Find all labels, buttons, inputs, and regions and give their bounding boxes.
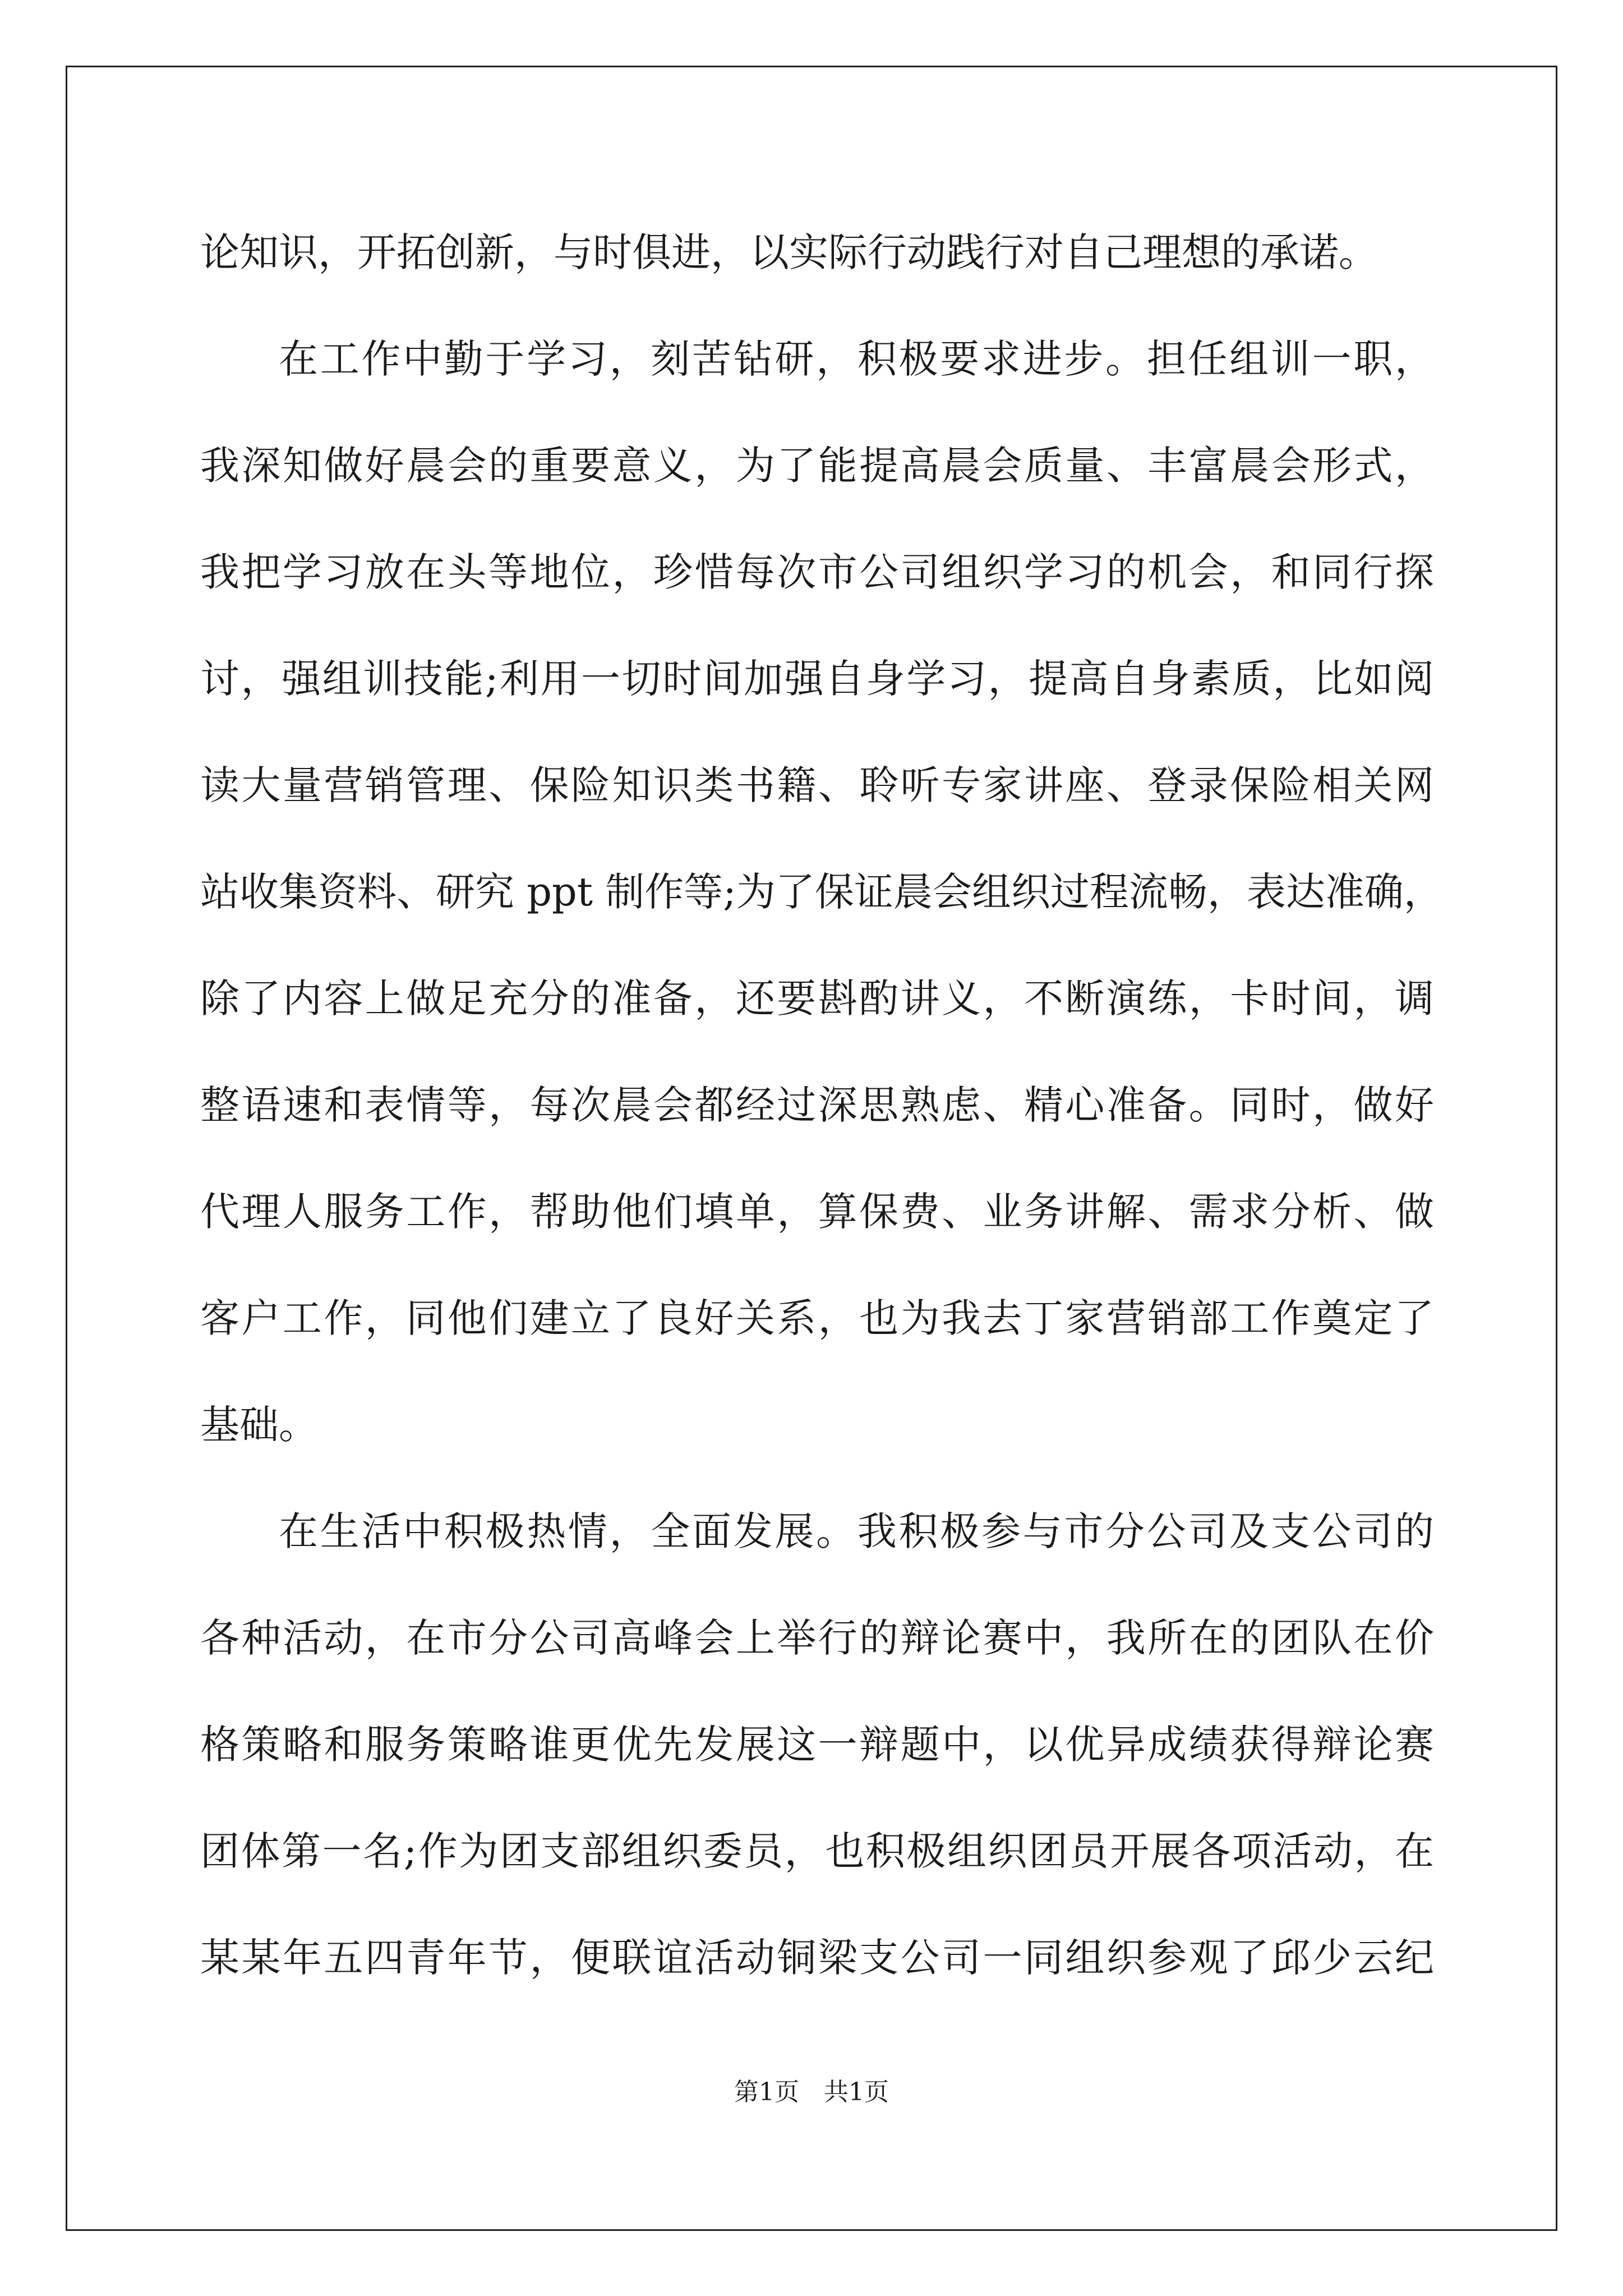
text-line: 代理人服务工作，帮助他们填单，算保费、业务讲解、需求分析、做: [200, 1189, 1434, 1235]
text-line: 论知识，开拓创新，与时俱进，以实际行动践行对自己理想的承诺。: [200, 229, 1378, 275]
text-line: 整语速和表情等，每次晨会都经过深思熟虑、精心准备。同时，做好: [200, 1082, 1434, 1128]
text-line: 基础。: [200, 1402, 318, 1448]
body-text: [200, 210, 1443, 2022]
text-line: 站收集资料、研究 ppt 制作等;为了保证晨会组织过程流畅，表达准确，: [200, 869, 1443, 915]
text-line: 某某年五四青年节，便联谊活动铜梁支公司一同组织参观了邱少云纪: [200, 1935, 1434, 1981]
text-line: 格策略和服务策略谁更优先发展这一辩题中，以优异成绩获得辩论赛: [200, 1722, 1434, 1768]
text-line: 各种活动，在市分公司高峰会上举行的辩论赛中，我所在的团队在价: [200, 1615, 1434, 1661]
page-number: 第1页 共1页: [734, 2078, 889, 2106]
text-line: 读大量营销管理、保险知识类书籍、聆听专家讲座、登录保险相关网: [200, 762, 1434, 808]
text-line: 我把学习放在头等地位，珍惜每次市公司组织学习的机会，和同行探: [200, 549, 1434, 595]
text-line: 客户工作，同他们建立了良好关系，也为我去丁家营销部工作奠定了: [200, 1295, 1434, 1341]
paragraph-first-line: 在生活中积极热情，全面发展。我积极参与市分公司及支公司的: [279, 1508, 1434, 1554]
text-line: 讨，强组训技能;利用一切时间加强自身学习，提高自身素质，比如阅: [200, 656, 1434, 702]
text-line: 除了内容上做足充分的准备，还要斟酌讲义，不断演练，卡时间，调: [200, 976, 1434, 1022]
text-line: 团体第一名;作为团支部组织委员，也积极组织团员开展各项活动，在: [200, 1828, 1434, 1874]
text-line: 我深知做好晨会的重要意义，为了能提高晨会质量、丰富晨会形式，: [200, 443, 1434, 489]
paragraph-first-line: 在工作中勤于学习，刻苦钻研，积极要求进步。担任组训一职，: [279, 336, 1434, 382]
